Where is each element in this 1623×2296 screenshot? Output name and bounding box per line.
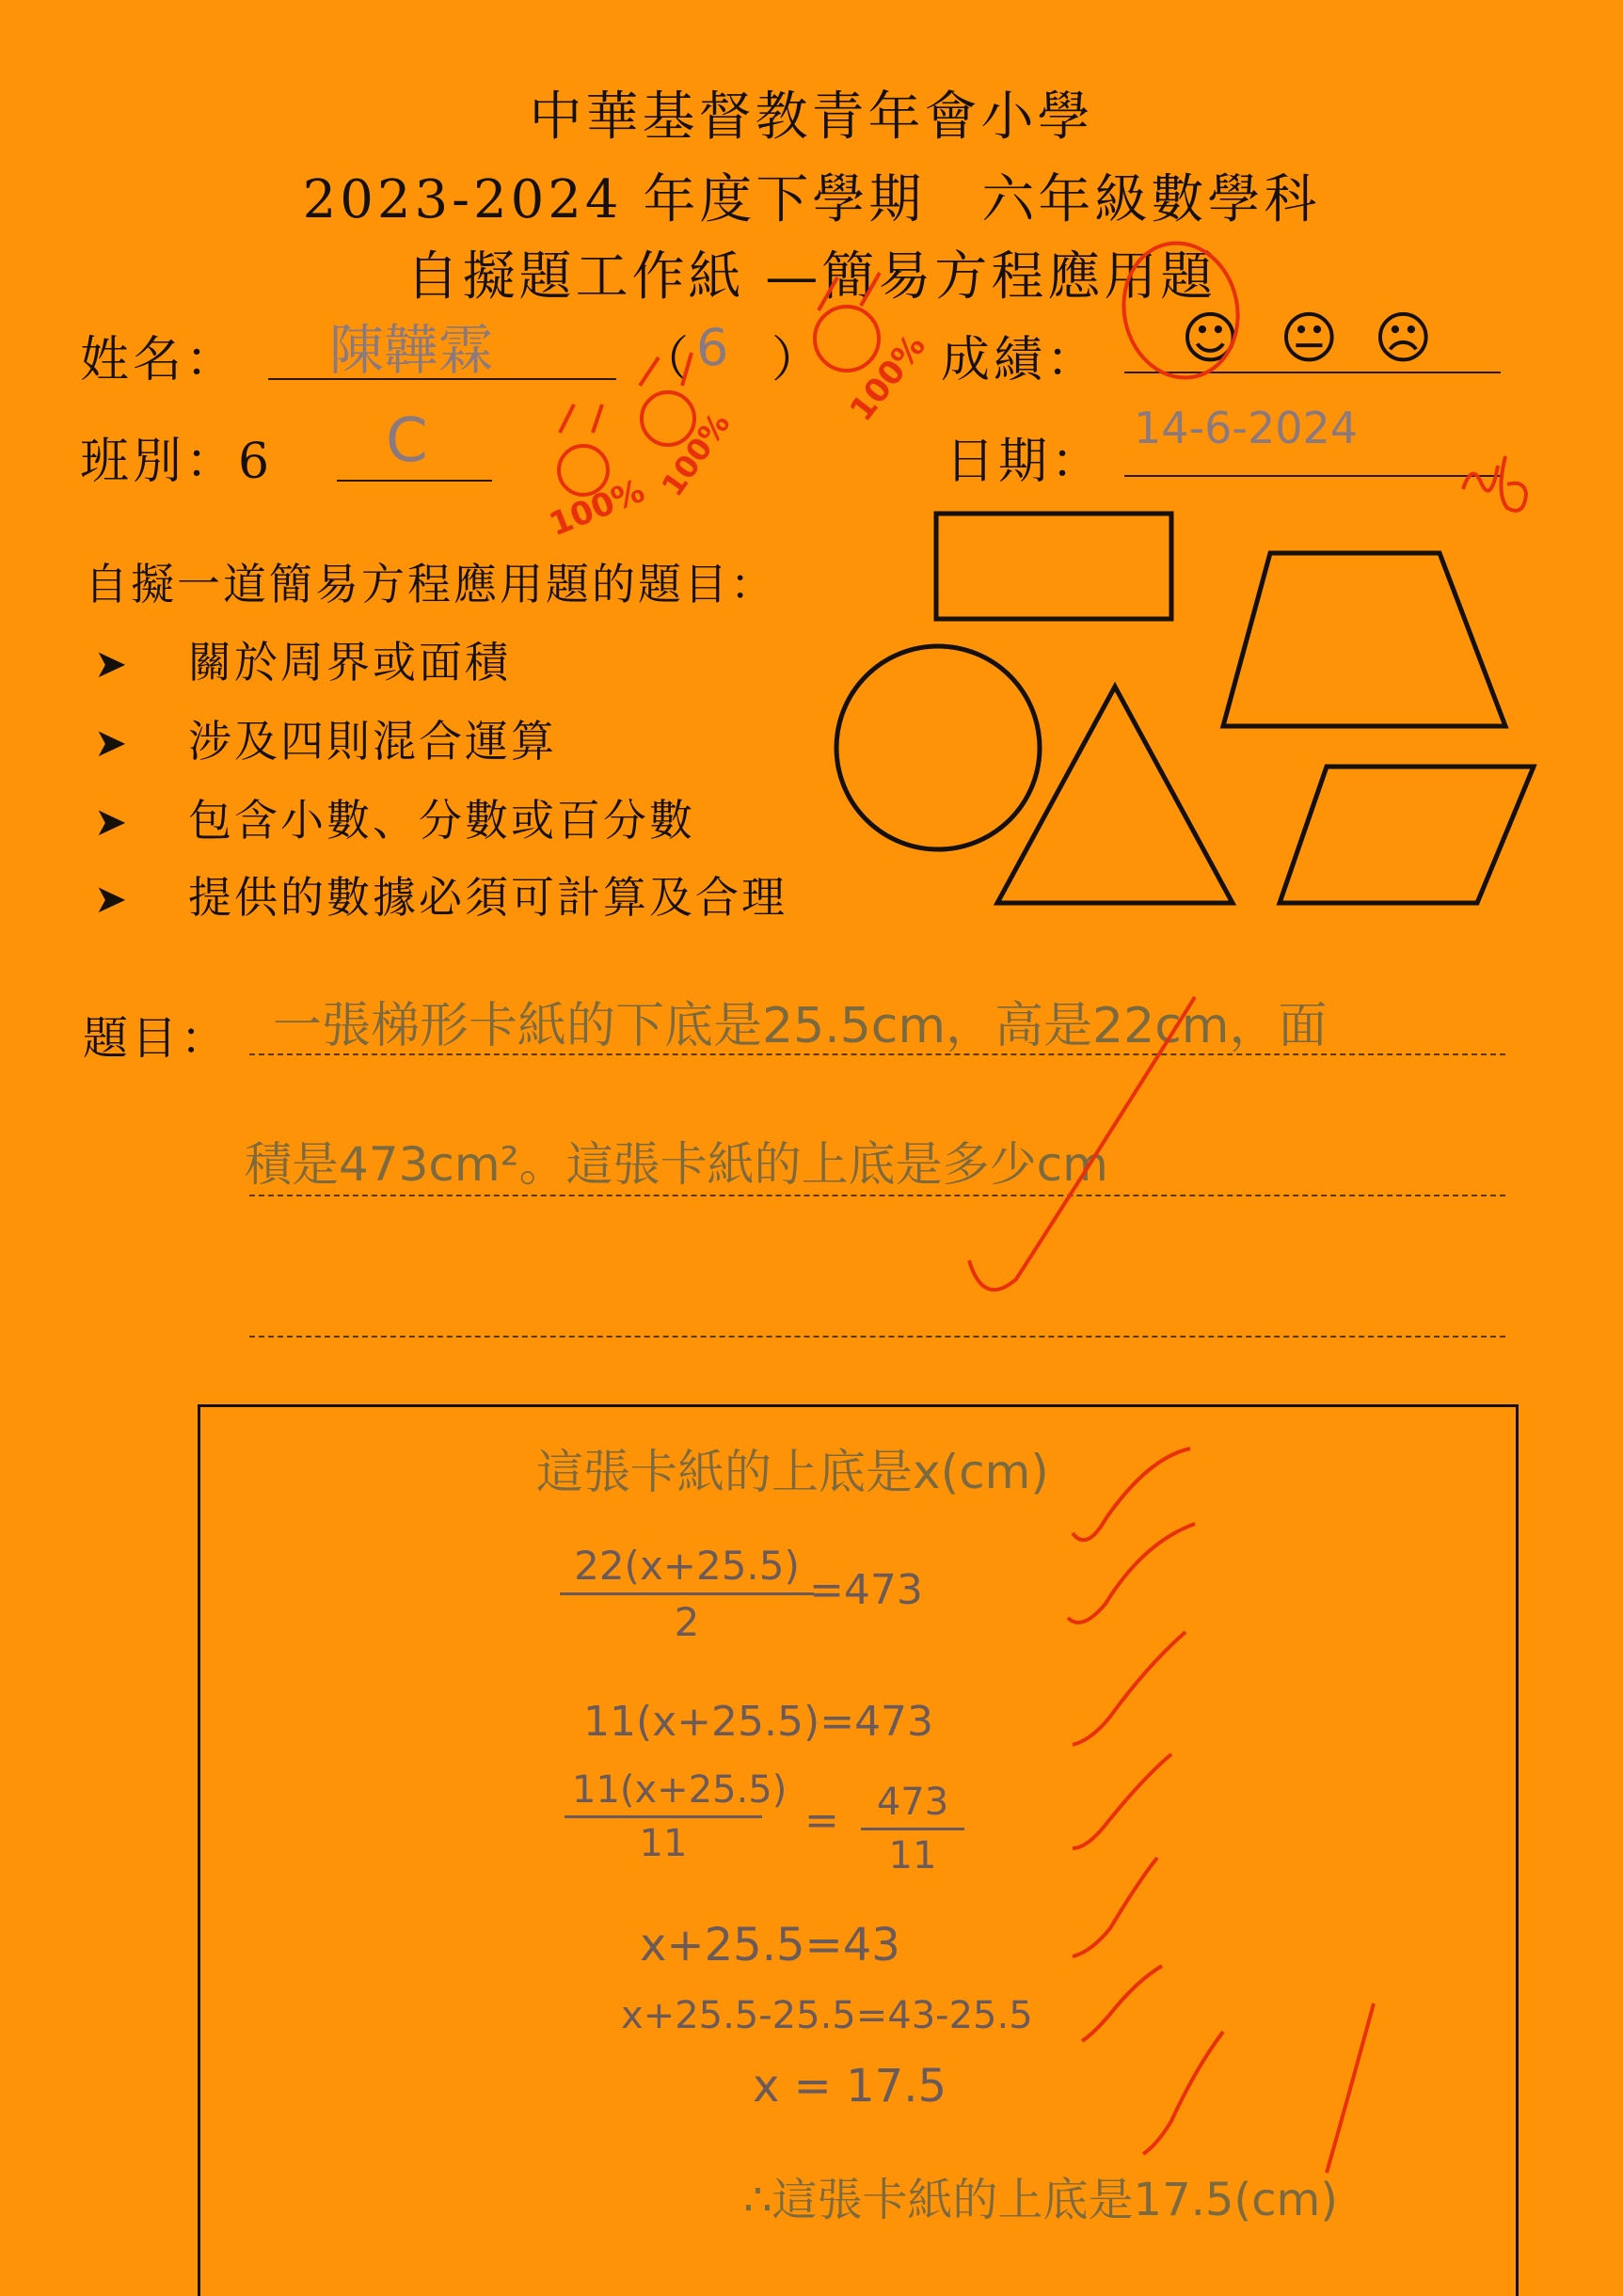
date-line — [1124, 475, 1501, 477]
step6: x = 17.5 — [753, 2060, 947, 2113]
grade-label: 成績： — [941, 332, 1100, 388]
step3-fraction-left: $\frac{11(x+25.5)}{11}$ — [565, 1768, 762, 1865]
worksheet-title: 自擬題工作紙 —簡易方程應用題 — [406, 246, 1217, 308]
parallelogram-shape — [1280, 767, 1534, 903]
number-value: 6 — [696, 318, 729, 377]
term-subject: 2023-2024 年度下學期 六年級數學科 — [302, 169, 1321, 230]
grade-face-sad: ☹ — [1374, 306, 1433, 372]
step1-rhs: =473 — [809, 1566, 923, 1614]
bullet-item-4: ➤ 提供的數據必須可計算及合理 — [94, 872, 788, 923]
question-label: 題目： — [83, 1012, 231, 1065]
number-close: ） — [772, 332, 825, 388]
shapes-illustration — [819, 499, 1552, 931]
school-name: 中華基督教青年會小學 — [529, 87, 1094, 148]
class-value: C — [386, 406, 428, 476]
tick-icon — [1073, 1858, 1157, 1956]
class-line — [337, 480, 492, 482]
question-red-tick — [931, 978, 1214, 1317]
arrow-bullet-icon: ➤ — [94, 641, 131, 687]
question-line-3 — [249, 1336, 1505, 1338]
stamp-face-icon-3 — [815, 307, 879, 371]
stamp-text-2: 100% — [654, 405, 738, 503]
stamp-text-3: 100% — [842, 327, 933, 429]
grade-face-happy: ☺ — [1181, 306, 1240, 372]
bullet-item-2: ➤ 涉及四則混合運算 — [94, 716, 557, 767]
date-label: 日期： — [946, 434, 1105, 490]
arrow-bullet-icon: ➤ — [94, 876, 131, 922]
grade-red-circle — [1106, 221, 1247, 381]
step-red-ticks — [1054, 1430, 1430, 2229]
tick-icon — [1073, 1449, 1190, 1540]
arrow-bullet-icon: ➤ — [94, 799, 131, 845]
instructions-heading: 自擬一道簡易方程應用題的題目： — [85, 559, 776, 610]
question-text-line-2: 積是473cm²。這張卡紙的上底是多少cm — [245, 1137, 1108, 1192]
solution-answer: ∴這張卡紙的上底是17.5(cm) — [743, 2174, 1339, 2226]
grade-face-neutral: 😐 — [1280, 306, 1339, 372]
tick-icon — [1143, 2032, 1223, 2154]
triangle-shape — [997, 687, 1233, 903]
name-label: 姓名： — [80, 332, 239, 388]
question-text-line-1: 一張梯形卡紙的下底是25.5cm，高是22cm，面 — [273, 998, 1328, 1054]
tick-icon — [1073, 1754, 1171, 1848]
question-line-2 — [249, 1195, 1505, 1196]
tick-icon — [1073, 1632, 1185, 1745]
tick-icon — [1327, 2003, 1374, 2173]
number-open: （ — [640, 332, 693, 388]
stamp-text-1: 100% — [544, 471, 650, 545]
step1-fraction: $\frac{22(x+25.5)}{2}$ — [560, 1543, 814, 1645]
bullet-item-1: ➤ 關於周界或面積 — [94, 637, 511, 688]
step3-equals: = — [804, 1797, 839, 1845]
step2: 11(x+25.5)=473 — [583, 1698, 934, 1746]
class-label: 班別：6 — [80, 434, 274, 490]
name-value: 陳韡霖 — [329, 318, 494, 382]
solution-let: 這張卡紙的上底是x(cm) — [536, 1445, 1049, 1499]
arrow-bullet-icon: ➤ — [94, 720, 131, 766]
trapezoid-shape — [1223, 553, 1505, 726]
step4: x+25.5=43 — [640, 1919, 900, 1971]
bullet-item-3: ➤ 包含小數、分數或百分數 — [94, 795, 695, 846]
step5: x+25.5-25.5=43-25.5 — [621, 1994, 1033, 2037]
circle-shape — [836, 646, 1040, 849]
tick-icon — [1082, 1966, 1162, 2041]
step3-fraction-right: $\frac{473}{11}$ — [861, 1781, 964, 1877]
date-value: 14-6-2024 — [1134, 403, 1359, 453]
rectangle-shape — [936, 514, 1171, 619]
